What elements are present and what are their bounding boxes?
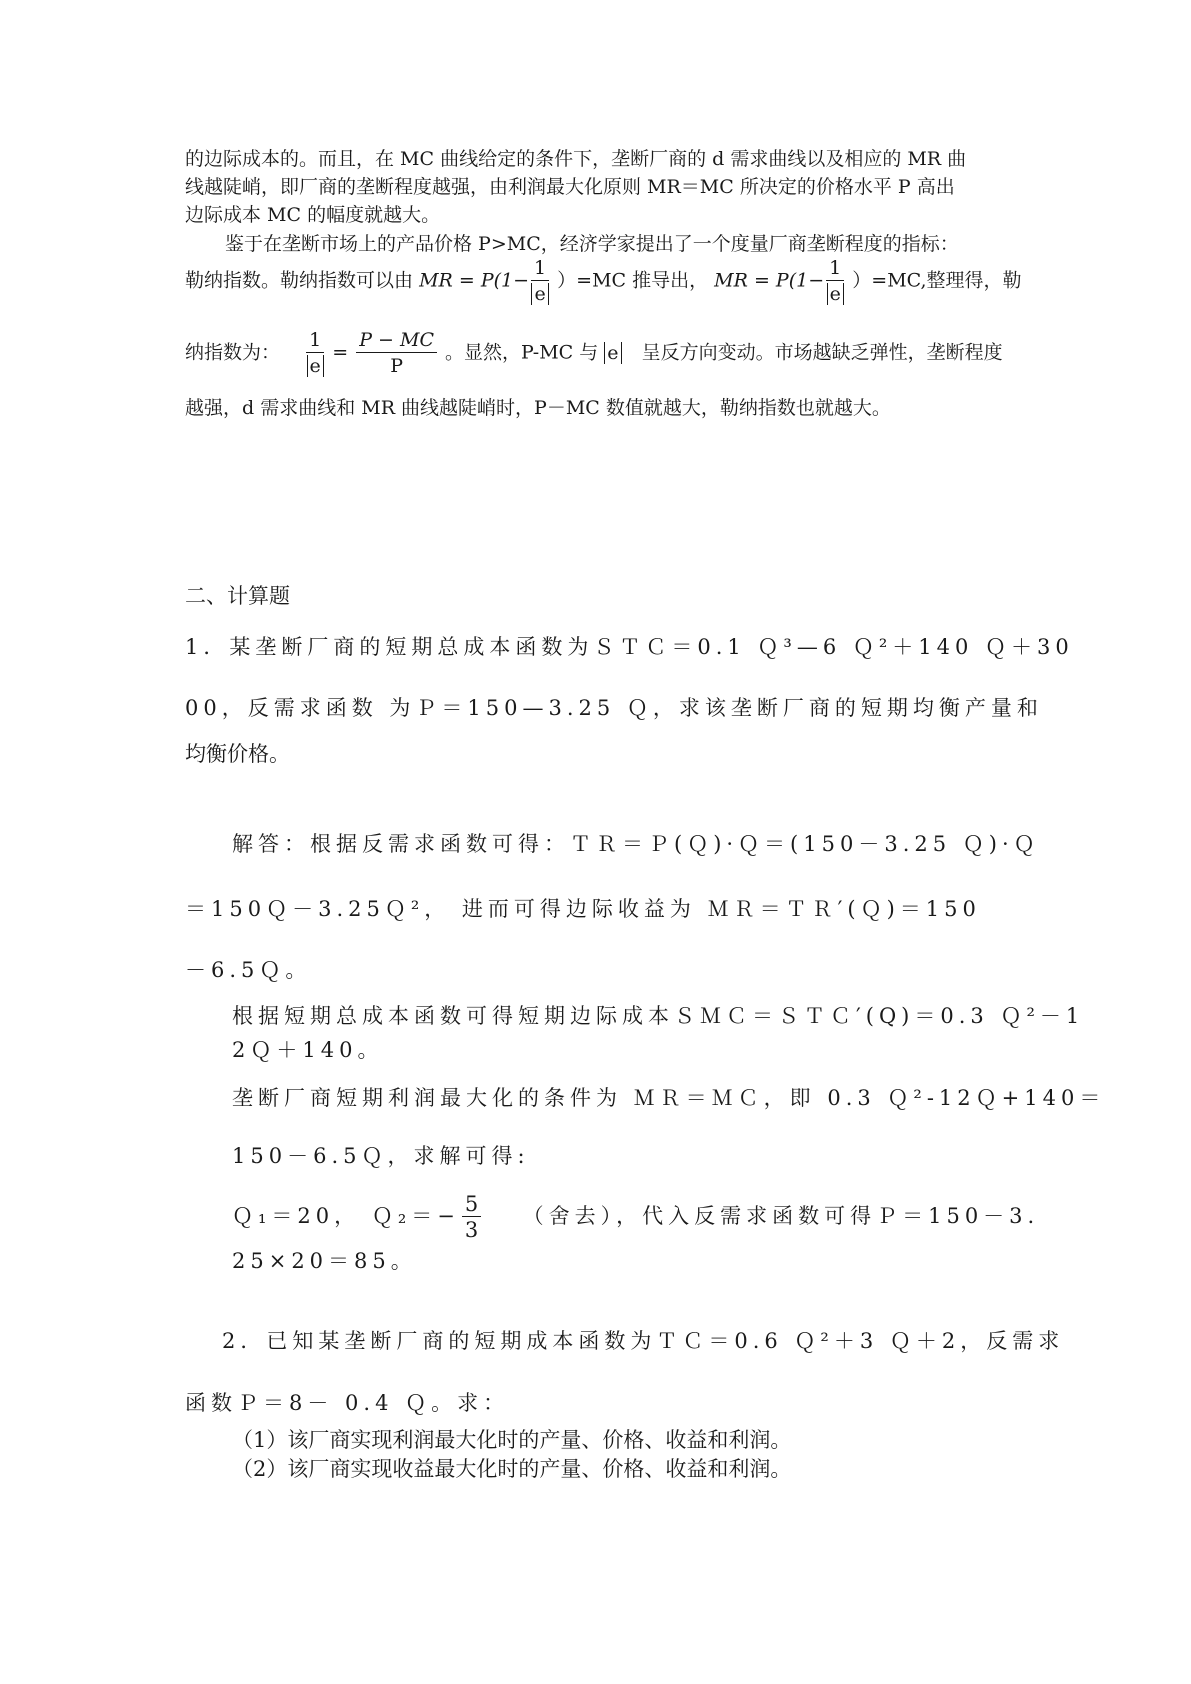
q2-line-2: 函数Ｐ＝8－ 0.4 Ｑ。求： bbox=[185, 1391, 510, 1415]
lerner-equals: = bbox=[332, 341, 349, 364]
p2-line-2b: ）=MC 推导出， bbox=[557, 269, 709, 292]
p2-line-3b: 。显然，P-MC 与 bbox=[445, 341, 599, 364]
section-heading: 二、计算题 bbox=[185, 584, 290, 608]
p1-line-2: 线越陡峭，即厂商的垄断程度越强，由利润最大化原则 MR＝MC 所决定的价格水平 P 高出 bbox=[185, 176, 955, 198]
q1-line-2: 00，反需求函数 为Ｐ＝150—3.25 Ｑ，求该垄断厂商的短期均衡产量和 bbox=[185, 696, 1043, 720]
q2-item-1: （1）该厂商实现利润最大化时的产量、价格、收益和利润。 bbox=[232, 1428, 792, 1452]
ans1-line-5: 2Ｑ＋140。 bbox=[232, 1038, 384, 1062]
q1-line-3: 均衡价格。 bbox=[185, 742, 290, 766]
fraction-1-over-e-a: $\frac{1}{e}$ bbox=[531, 256, 549, 307]
ans1-line-6: 垄断厂商短期利润最大化的条件为 ＭＲ＝ＭＣ，即 0.3 Ｑ²-12Ｑ+140＝ bbox=[232, 1086, 1106, 1110]
ans1-line-8 bbox=[232, 1192, 1039, 1243]
ans1-line-9: 25×20＝85。 bbox=[232, 1249, 417, 1273]
ans1-line-2: ＝150Ｑ－3.25Ｑ²， 进而可得边际收益为 ＭＲ＝ＴＲ′(Ｑ)＝150 bbox=[185, 897, 981, 921]
p2-line-4: 越强，d 需求曲线和 MR 曲线越陡峭时，P－MC 数值就越大，勒纳指数也就越大。 bbox=[185, 397, 891, 419]
p2-line-2 bbox=[185, 256, 1022, 307]
fraction-1-over-e-b: $\frac{1}{e}$ bbox=[826, 256, 844, 307]
fraction-lerner-rhs: $\frac{P - MC}{P}$ bbox=[356, 328, 437, 379]
p2-line-2c: ）=MC,整理得，勒 bbox=[852, 269, 1022, 292]
formula-mr-1: MR = P(1− bbox=[419, 269, 530, 292]
q2-line-1: 2．已知某垄断厂商的短期成本函数为ＴＣ＝0.6 Ｑ²＋3 Ｑ＋2，反需求 bbox=[222, 1329, 1065, 1353]
ans1-line-7: 150－6.5Ｑ，求解可得: bbox=[232, 1144, 530, 1168]
fraction-5-over-3: $\frac{5}{3}$ bbox=[462, 1192, 481, 1243]
q1-line-1: 1．某垄断厂商的短期总成本函数为ＳＴＣ＝0.1 Ｑ³—6 Ｑ²＋140 Ｑ＋30 bbox=[185, 635, 1074, 659]
p2-line-1: 鉴于在垄断市场上的产品价格 P>MC，经济学家提出了一个度量厂商垄断程度的指标： bbox=[225, 233, 959, 255]
ans1-line-4: 根据短期总成本函数可得短期边际成本ＳＭＣ＝ＳＴＣ′(Q)＝0.3 Ｑ²－1 bbox=[232, 1004, 1085, 1028]
p2-line-3d: 呈反方向变动。市场越缺乏弹性，垄断程度 bbox=[641, 341, 1003, 364]
p2-line-2a: 勒纳指数。勒纳指数可以由 bbox=[185, 269, 414, 292]
fraction-lerner-lhs: $\frac{1}{e}$ bbox=[306, 328, 324, 379]
ans1-line-1: 解答：根据反需求函数可得：ＴＲ＝Ｐ(Ｑ)·Ｑ＝(150－3.25 Ｑ)·Ｑ bbox=[232, 832, 1040, 856]
abs-e-inline: e bbox=[604, 342, 621, 364]
p1-line-1: 的边际成本的。而且，在 MC 曲线给定的条件下，垄断厂商的 d 需求曲线以及相应的 MR 曲 bbox=[185, 148, 967, 170]
ans1-line-8a: Ｑ₁＝20， Ｑ₂＝− bbox=[232, 1204, 460, 1228]
p1-line-3: 边际成本 MC 的幅度就越大。 bbox=[185, 204, 441, 226]
ans1-line-8b: （舍去），代入反需求函数可得Ｐ＝150－3. bbox=[522, 1204, 1040, 1228]
p2-line-3 bbox=[185, 328, 1003, 379]
ans1-line-3: －6.5Ｑ。 bbox=[185, 958, 312, 982]
formula-mr-2: MR = P(1− bbox=[714, 269, 825, 292]
q2-item-2: （2）该厂商实现收益最大化时的产量、价格、收益和利润。 bbox=[232, 1457, 792, 1481]
p2-line-3a: 纳指数为： bbox=[185, 341, 281, 364]
